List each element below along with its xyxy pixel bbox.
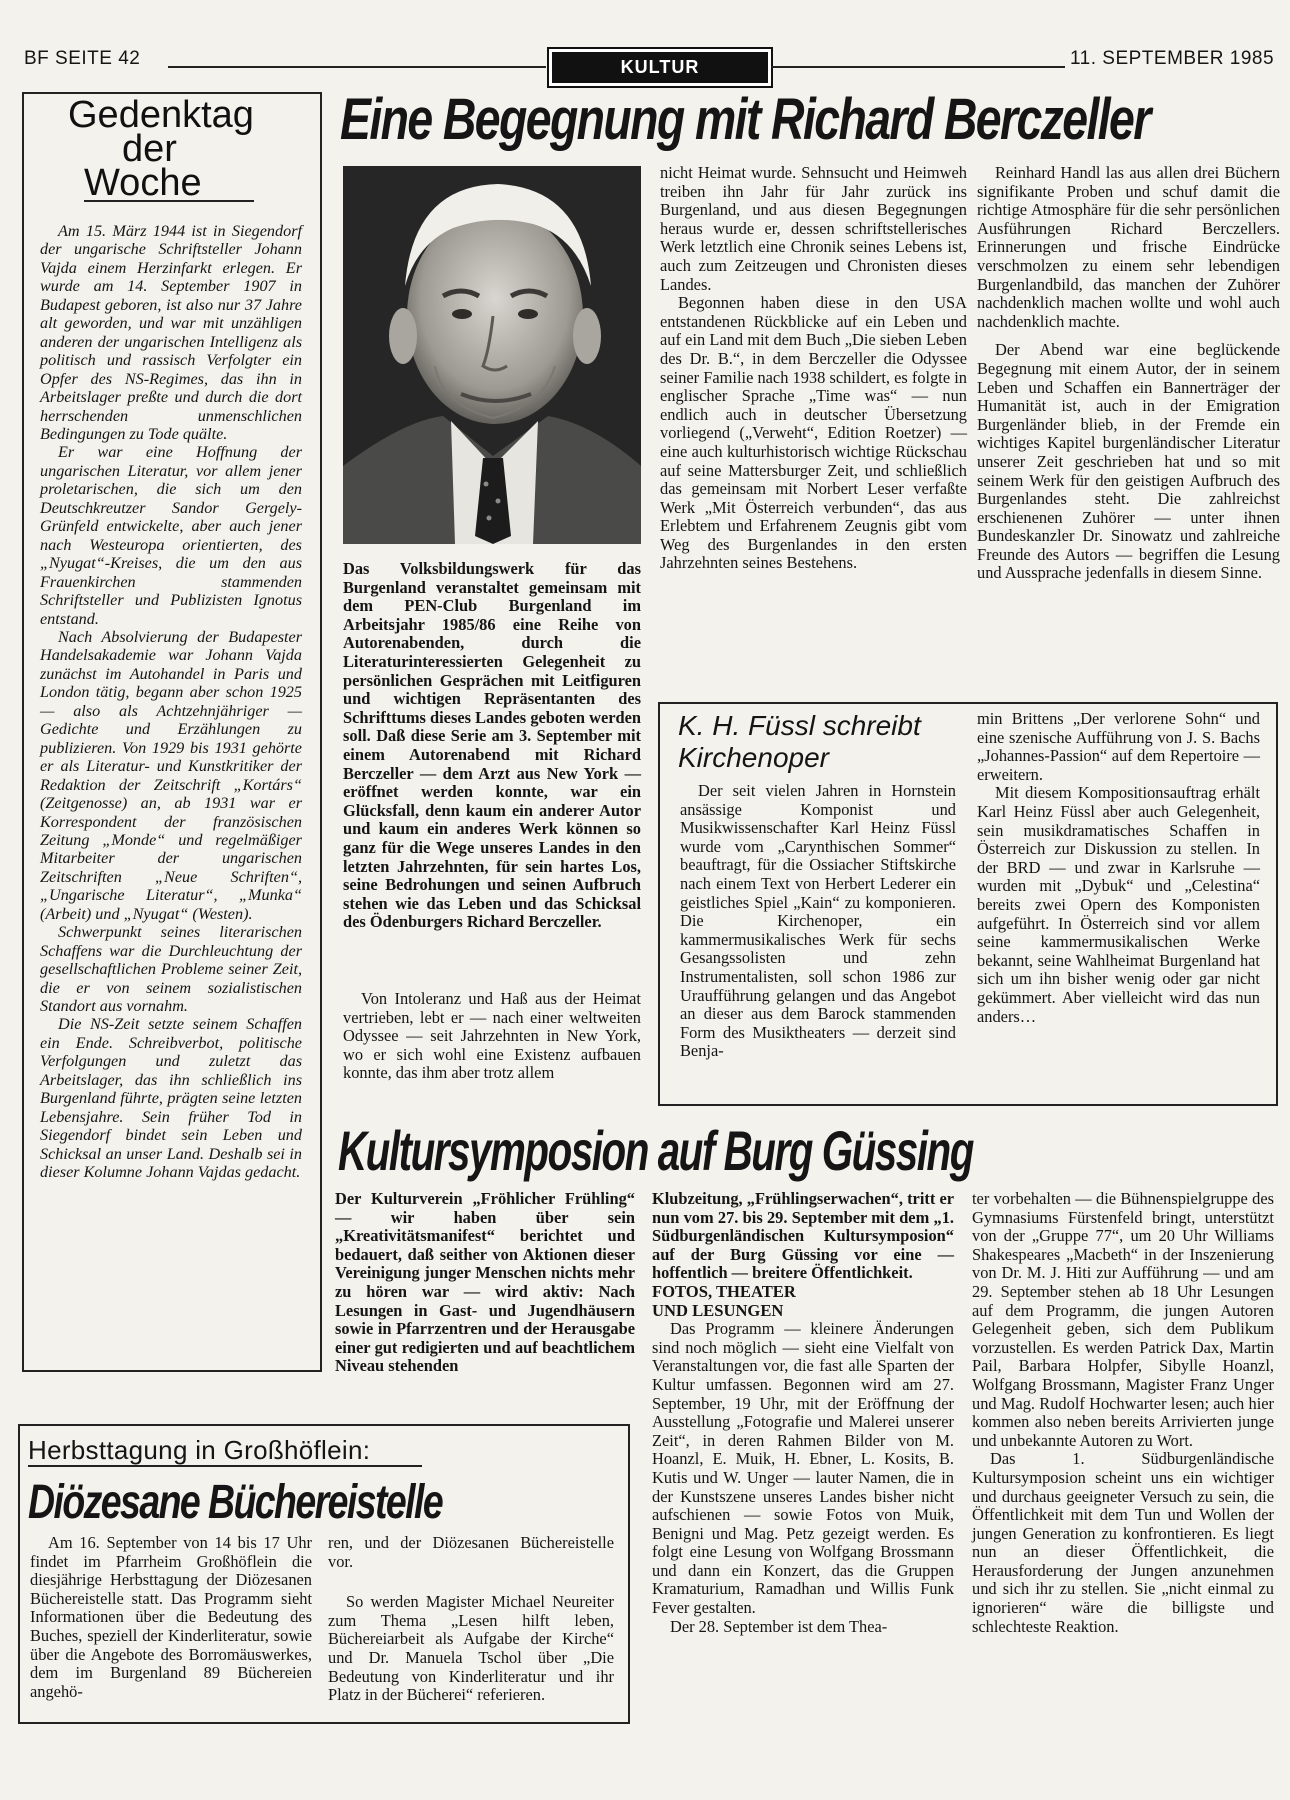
symposion-paragraph: Klubzeitung, „Frühlingserwachen“, tritt er nun vom 27. bis 29. September mit dem „1. Südburgenländischen Kultursymposion“ auf der Burg Güssing vor eine — hoffentlich — breitere Öffentlichkeit. xyxy=(652,1189,954,1283)
berczeller-paragraph: nicht Heimat wurde. Sehnsucht und Heimweh treiben ihn Jahr für Jahr zurück ins Burgenland, und aus diesen Begegnungen heraus wurde er, dessen schriftstellerisches Werk letztlich eine Chronik seines Lebens ist, auch zum Zeitzeugen und Chronisten dieses Landes. xyxy=(660,163,967,294)
fuessl-paragraph: Der seit vielen Jahren in Hornstein ansässige Komponist und Musikwissenschafter Karl Heinz Füssl wurde vom „Carynthischen Sommer“ beauftragt, für die Ossiacher Stiftskirche nach einem Text von Herbert Lederer ein geistliches Spiel „Kain“ zu komponieren. Die Kirchenoper, ein kammermusikalisches Werk für sechs Gesangssolisten und zehn Instrumentalisten, soll schon 1986 zur Uraufführung gelangen und das Angebot an dieser aus dem Barock stammenden Form des Musiktheaters — derzeit sind Benja- xyxy=(680,781,956,1061)
symposion-paragraph: ter vorbehalten — die Bühnenspielgruppe des Gymnasiums Fürstenfeld bringt, unterstützt von der „Gruppe 77“, um 20 Uhr Williams Shakespeares „Macbeth“ in der Inszenierung von Dr. M. J. Hiti zur Aufführung — und am 29. September stehen ab 18 Uhr Lesungen auf dem Programm, die jungen Autoren Gelegenheit geben, sich dem Publikum vorzustellen. Es werden Patrick Dax, Martin Pail, Barbara Holpfer, Sibylle Hoanzl, Wolfgang Brossmann, Magister Franz Unger und Mag. Rudolf Hochwarter lesen; auch hier kommen also neben bereits Arrivierten junge und unbekannte Autoren zu Wort. xyxy=(972,1189,1274,1450)
berczeller-paragraph: Der Abend war eine beglückende Begegnung mit einem Autor, der in seinem Leben und Schaffen ein Bannerträger der Humanität ist, auch in der Emigration Burgenländer blieb, in der Fremde ein wichtiges Kapitel burgenländischer Literatur unserer Zeit geschrieben hat und so mit seinem Werk für den geistigen Aufbruch des Burgenlandes steht. Die zahlreichst erschienenen Zuhörer — unter ihnen Bundeskanzler Dr. Sinowatz und zahlreiche Freunde des Autors — begriffen die Lesung und Aussprache jedenfalls in diesem Sinne. xyxy=(977,340,1280,583)
symposion-subhead-1: FOTOS, THEATER xyxy=(652,1281,796,1301)
berczeller-paragraph: Von Intoleranz und Haß aus der Heimat vertrieben, lebt er — nach einer weltweiten Odyssee — seit Jahrzehnten in New York, wo er sich wohl eine Existenz aufbauen konnte, das ihm aber trotz allem xyxy=(343,989,641,1083)
herbst-paragraph: So werden Magister Michael Neureiter zum Thema „Lesen hilft leben, Büchereiarbeit als Aufgabe der Kirche“ und Dr. Manuela Tschol über „Die Bedeutung von Kinderliteratur und ihr Platz in der Bücherei“ referieren. xyxy=(328,1592,614,1705)
fuessl-paragraph: min Brittens „Der verlorene Sohn“ und eine szenische Aufführung von J. S. Bachs „Johannes-Passion“ auf dem Repertoire — erweitern. xyxy=(977,709,1260,784)
gedenktag-paragraph: Er war eine Hoffnung der ungarischen Literatur, vor allem jener proletarischen, die sich um den Deutschkreutzer Sandor Gergely-Grünfeld entwickelte, aber auch jener nach Westeuropa orientierten, des „Nyugat“-Kreises, die um den aus Frauenkirchen stammenden Schriftsteller und Publizisten Ignotus entstand. xyxy=(40,443,302,628)
section-label: KULTUR xyxy=(549,49,771,86)
berczeller-column-2 xyxy=(660,164,967,573)
berczeller-column-1 xyxy=(343,990,641,1083)
herbst-paragraph: Am 16. September von 14 bis 17 Uhr findet im Pfarrheim Großhöflein die diesjährige Herbsttagung der Diözesanen Büchereistelle statt. Das Programm sieht Informationen über die Bedeutung des Buches, speziell der Kinderliteratur, sowie über die Angebote des Borromäuswerkes, dem im Burgenland 89 Büchereien angehö- xyxy=(30,1533,312,1701)
fuessl-paragraph: Mit diesem Kompositionsauftrag erhält Karl Heinz Füssl aber auch Gelegenheit, sein musikdramatisches Schaffen in Österreich zur Diskussion zu stellen. In der BRD — und zwar in Karlsruhe — wurden mit „Dybuk“ und „Celestina“ bereits zwei Opern des Komponisten aufgeführt. In Österreich sind vor allem seine kammermusikalischen Werke bekannt, seine Wahlheimat Burgenland hat sich um ihn bisher wenig oder gar nicht gekümmert. Aber vielleicht wird das nun anders… xyxy=(977,783,1260,1026)
issue-date: 11. SEPTEMBER 1985 xyxy=(1070,48,1275,69)
berczeller-intro-text: Das Volksbildungswerk für das Burgenland veranstaltet gemeinsam mit dem PEN-Club Burgenland im Arbeitsjahr 1985/86 eine Reihe von Autorenabenden, durch die Literaturinteressierten Gelegenheit zu persönlichen Gesprächen mit Leitfiguren und wichtigen Repräsentanten des Schrifttums dieses Landes geboten werden soll. Daß diese Serie am 3. September mit einem Autorenabend mit Richard Berczeller — dem Arzt aus New York — eröffnet werden konnte, war ein Glücksfall, denn kaum ein anderer Autor und kaum ein anderes Werk können so ganz für die Wege unseres Landes in den letzten Jahrzehnten, für sein hartes Los, seine Bedrohungen und seinen Aufbruch stehen wie das Leben und das Schicksal des Ödenburgers Richard Berczeller. xyxy=(343,559,641,932)
gedenktag-paragraph: Nach Absolvierung der Budapester Handelsakademie war Johann Vajda zunächst im Autohandel in Paris und London tätig, begann aber schon 1925 — also als Achtzehnjähriger — Gedichte und Erzählungen zu publizieren. Von 1929 bis 1931 gehörte er als Literatur- und Kunstkritiker der Redaktion der Zeitschrift „Kortárs“ (Zeitgenosse) an, ab 1931 war er Korrespondent der französischen Zeitung „Monde“ und regelmäßiger Mitarbeiter der ungarischen Zeitschriften „Neue Schriften“, „Ungarische Literatur“, „Munka“ (Arbeit) und „Nyugat“ (Westen). xyxy=(40,627,302,923)
fuessl-column-1 xyxy=(680,782,956,1061)
herbst-column-2 xyxy=(328,1534,614,1705)
fuessl-title-1: K. H. Füssl schreibt xyxy=(678,710,921,741)
fuessl-title-2: Kirchenoper xyxy=(678,742,829,773)
symposion-paragraph: Das 1. Südburgenländische Kultursymposion scheint uns ein wichtiger und durchaus geeigneter Versuch zu sein, die Öffentlichkeit mit dem Tun und Wollen der jungen Generation zu konfrontieren. Es liegt nun an dieser Öffentlichkeit, die Herausforderung der Jungen anzunehmen und sich ihr zu stellen. Sie „nicht einmal zu ignorieren“ wäre die billigste und schlechteste Reaktion. xyxy=(972,1449,1274,1636)
symposion-headline: Kultursymposion auf Burg Güssing xyxy=(338,1119,973,1182)
herbst-kicker: Herbsttagung in Großhöflein: xyxy=(28,1435,371,1465)
masthead-rule-right xyxy=(771,66,1065,68)
portrait-illustration xyxy=(343,166,641,544)
berczeller-paragraph: Reinhard Handl las aus allen drei Büchern signifikante Proben und schuf damit die richtige Atmosphäre für die sehr persönlichen Ausführungen Richard Berczellers. Erinnerungen und frische Eindrücke verschmolzen zu einem sehr lebendigen Burgenlandbild, das manchen der Zuhörer nachdenklich machen wollte und wohl auch nachdenklich machte. xyxy=(977,163,1280,331)
symposion-paragraph: Der Kulturverein „Fröhlicher Frühling“ — wir haben über sein „Kreativitätsmanifest“ berichtet und bedauert, daß seither von Aktionen dieser Vereinigung junger Menschen nichts mehr zu hören war — wird aktiv: Nach Lesungen in Gast- und Jugendhäusern sowie in Pfarrzentren und der Herausgabe einer gut redigierten und auf beachtlichem Niveau stehenden xyxy=(335,1189,635,1376)
masthead-rule-left xyxy=(168,66,546,68)
symposion-subhead-2: UND LESUNGEN xyxy=(652,1300,784,1320)
berczeller-paragraph: Begonnen haben diese in den USA entstandenen Rückblicke auf ein Leben und auf ein Land mit dem Buch „Die sieben Leben des Dr. B.“, in dem Berczeller die Odyssee seiner Familie nach 1938 schildert, es folgte in englischer Sprache „Time was“ — nun endlich auch in deutscher Übersetzung vorliegend („Verweht“, Edition Roetzer) — eine auch kulturhistorisch wichtige Rückschau auf seine Mattersburger Zeit, und schließlich das gemeinsam mit Norbert Leser verfaßte Werk „Mit Österreich verbunden“, das aus Erlebtem und Erfahrenem Zeugnis gibt vom Weg des Burgenlandes in den ersten Jahrzehnten seines Bestehens. xyxy=(660,293,967,573)
herbst-kicker-rule xyxy=(28,1465,422,1467)
gedenktag-title-rule xyxy=(84,200,254,202)
fuessl-column-2 xyxy=(977,710,1260,1026)
herbst-column-1 xyxy=(30,1534,312,1701)
symposion-column-1 xyxy=(335,1190,635,1376)
gedenktag-box xyxy=(22,92,322,1372)
berczeller-photo xyxy=(343,166,641,544)
gedenktag-paragraph: Die NS-Zeit setzte seinem Schaffen ein Ende. Schreibverbot, politische Verfolgungen und zuletzt das Arbeitslager, das ihn schließlich ins Burgenland führte, prägten seine letzten Lebensjahre. Sein früher Tod in Siegendorf bindet sein Leben und Schicksal an unser Land. Deshalb sei in dieser Kolumne Johann Vajdas gedacht. xyxy=(40,1015,302,1182)
gedenktag-paragraph: Am 15. März 1944 ist in Siegendorf der ungarische Schriftsteller Johann Vajda einem Herzinfarkt erlegen. Er wurde am 14. September 1907 in Budapest geboren, ist also nur 37 Jahre alt geworden, und war mit unzähligen anderen der ungarischen Intelligenz als politisch und rassisch Verfolgter ein Opfer des NS-Regimes, das ihn in Arbeitslager preßte und durch die dort herrschenden unmenschlichen Bedingungen zu Tode quälte. xyxy=(40,222,302,443)
symposion-paragraph: Das Programm — kleinere Änderungen sind noch möglich — sieht eine Vielfalt von Veranstaltungen vor, die fast alle Sparten der Kultur umfassen. Begonnen wird am 27. September, 19 Uhr, mit der Eröffnung der Ausstellung „Fotografie und Malerei unserer Zeit“, in deren Rahmen Bilder von M. Hoanzl, E. Muik, H. Ebner, L. Kosits, B. Kutis und W. Unger — lauter Namen, die in der Kunstszene unseres Landes bisher nicht aufschienen — sowie Fotos von Muik, Benigni und Mag. Petz gezeigt werden. Es folgt eine Lesung von Wolfgang Brossmann und dann ein Konzert, das die Gruppen Kramaturium, Ramadhan und Willis Funk Fever gestalten. xyxy=(652,1319,954,1618)
page-number: BF SEITE 42 xyxy=(24,48,141,69)
berczeller-column-3 xyxy=(977,164,1280,583)
symposion-column-2 xyxy=(652,1190,954,1636)
gedenktag-title-2: der xyxy=(122,128,177,170)
berczeller-intro xyxy=(343,560,641,932)
gedenktag-title-1: Gedenktag xyxy=(68,94,254,136)
berczeller-headline: Eine Begegnung mit Richard Berczeller xyxy=(340,87,1150,152)
herbst-headline: Diözesane Büchereistelle xyxy=(28,1476,443,1529)
herbst-paragraph: ren, und der Diözesanen Büchereistelle vor. xyxy=(328,1533,614,1571)
gedenktag-title-3: Woche xyxy=(84,162,202,204)
symposion-column-3 xyxy=(972,1190,1274,1636)
symposion-paragraph: Der 28. September ist dem Thea- xyxy=(670,1616,888,1636)
gedenktag-paragraph: Schwerpunkt seines literarischen Schaffens war die Durchleuchtung der gesellschaftlichen Probleme seiner Zeit, die er von seinem sozialistischen Standort aus vornahm. xyxy=(40,923,302,1016)
gedenktag-text xyxy=(40,222,302,1182)
